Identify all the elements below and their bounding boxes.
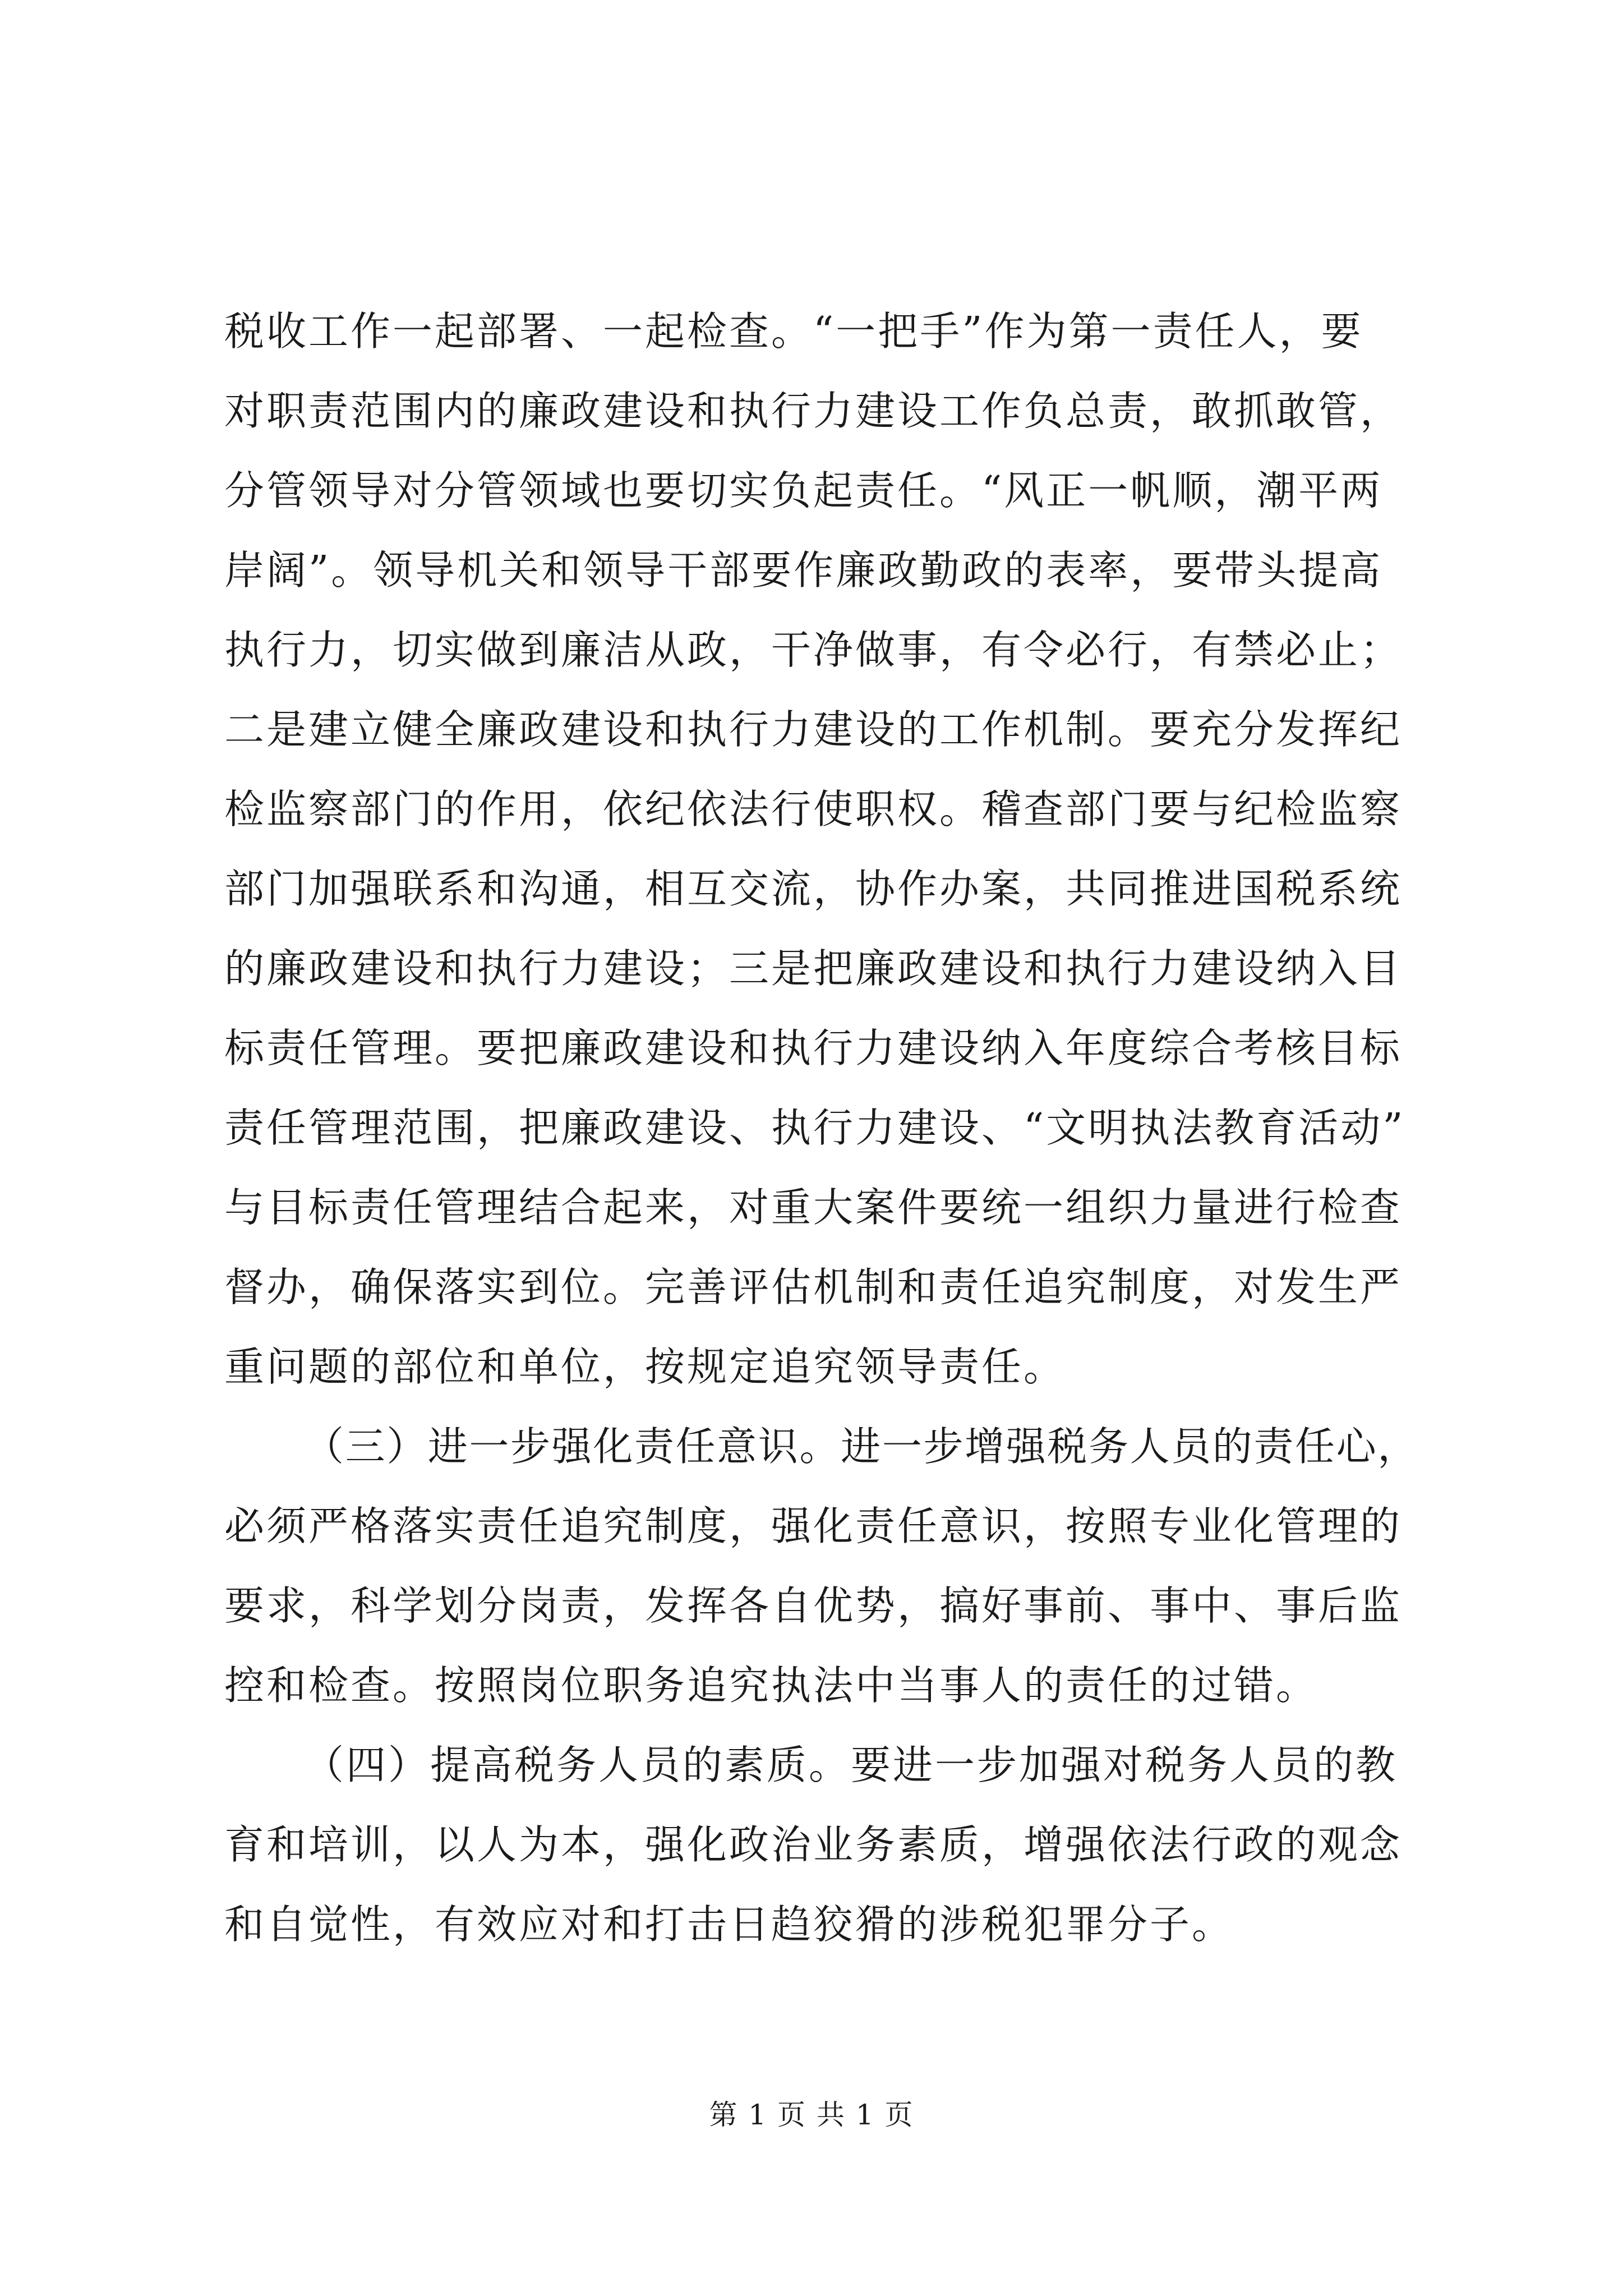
text-line: （三）进一步强化责任意识。进一步增强税务人员的责任心，	[304, 1423, 1419, 1470]
text-line: 对职责范围内的廉政建设和执行力建设工作负总责，敢抓敢管，	[224, 388, 1403, 434]
text-line: 育和培训，以人为本，强化政治业务素质，增强依法行政的观念	[224, 1821, 1403, 1868]
text-line: 检监察部门的作用，依纪依法行使职权。稽查部门要与纪检监察	[224, 786, 1403, 832]
text-line: 标责任管理。要把廉政建设和执行力建设纳入年度综合考核目标	[224, 1025, 1403, 1071]
text-line: 二是建立健全廉政建设和执行力建设的工作机制。要充分发挥纪	[224, 706, 1403, 753]
text-line: 和自觉性，有效应对和打击日趋狡猾的涉税犯罪分子。	[224, 1901, 1234, 1948]
page-footer: 第 1 页 共 1 页	[709, 2099, 914, 2131]
text-line: 责任管理范围，把廉政建设、执行力建设、“文明执法教育活动”	[224, 1105, 1405, 1151]
text-line: 税收工作一起部署、一起检查。“一把手”作为第一责任人，要	[224, 308, 1363, 355]
text-line: 分管领导对分管领域也要切实负起责任。“风正一帆顺，潮平两	[224, 467, 1383, 514]
text-line: 部门加强联系和沟通，相互交流，协作办案，共同推进国税系统	[224, 866, 1403, 912]
text-line: 重问题的部位和单位，按规定追究领导责任。	[224, 1343, 1066, 1390]
text-line: （四）提高税务人员的素质。要进一步加强对税务人员的教	[304, 1742, 1398, 1788]
text-line: 必须严格落实责任追究制度，强化责任意识，按照专业化管理的	[224, 1503, 1403, 1549]
text-line: 要求，科学划分岗责，发挥各自优势，搞好事前、事中、事后监	[224, 1582, 1403, 1629]
text-line: 控和检查。按照岗位职务追究执法中当事人的责任的过错。	[224, 1662, 1318, 1709]
text-line: 督办，确保落实到位。完善评估机制和责任追究制度，对发生严	[224, 1264, 1403, 1310]
text-line: 的廉政建设和执行力建设；三是把廉政建设和执行力建设纳入目	[224, 945, 1403, 992]
document-body	[224, 292, 1419, 1964]
text-line: 与目标责任管理结合起来，对重大案件要统一组织力量进行检查	[224, 1184, 1403, 1231]
text-line: 岸阔”。领导机关和领导干部要作廉政勤政的表率，要带头提高	[224, 547, 1383, 593]
text-line: 执行力，切实做到廉洁从政，干净做事，有令必行，有禁必止；	[224, 627, 1403, 673]
